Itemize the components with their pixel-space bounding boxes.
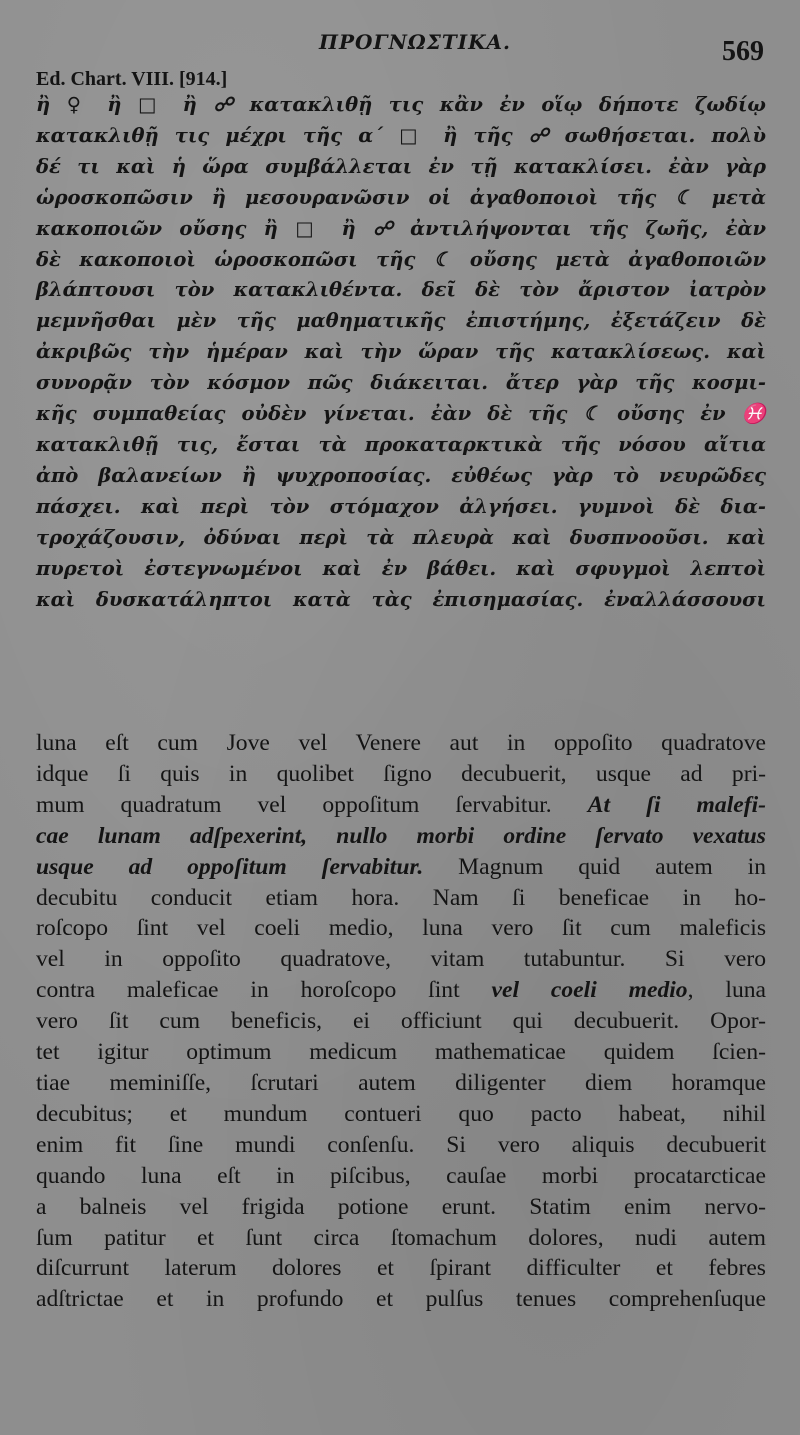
greek-text-block <box>36 90 766 615</box>
latin-text-run: mum quadratum vel oppoſitum ſervabitur. <box>36 791 588 818</box>
greek-text-line: ἀκριβῶς τὴν ἡμέραν καὶ τὴν ὥραν τῆς κατακλίσεως. καὶ <box>36 340 766 364</box>
latin-italic-run: At ſi malefi- <box>587 791 766 818</box>
latin-text-run: a balneis vel frigida potione erunt. Statim enim nervo- <box>36 1193 766 1220</box>
greek-text-line: κακοποιῶν οὔσης ἢ □ ἢ ☍ ἀντιλήψονται τῆς ζωῆς, ἐὰν <box>36 216 766 240</box>
latin-text-line <box>36 790 766 821</box>
greek-text-line: κατακλιθῇ τις μέχρι τῆς α΄ □ ἢ τῆς ☍ σωθήσεται. πολὺ <box>36 123 766 147</box>
latin-text-run: contra maleficae in horoſcopo ſint <box>36 977 492 1004</box>
latin-text-line <box>36 883 766 914</box>
latin-text-run: adſtrictae et in profundo et pulſus tenues comprehenſuque <box>36 1286 766 1313</box>
latin-text-run: luna eſt cum Jove vel Venere aut in oppoſito quadratove <box>36 730 766 756</box>
latin-text-run: ſum patitur et ſunt circa ſtomachum dolores, nudi autem <box>36 1224 766 1251</box>
latin-text-run: decubitu conducit etiam hora. Nam ſi beneficae in ho- <box>36 884 766 911</box>
latin-text-line <box>36 944 766 975</box>
greek-text-line: καὶ δυσκατάληπτοι κατὰ τὰς ἐπισημασίας. ἐναλλάσσουσι <box>36 587 766 611</box>
greek-text-line: δὲ κακοποιοὶ ὡροσκοπῶσι τῆς ☾ οὔσης μετὰ ἀγαθοποιῶν <box>36 247 766 271</box>
latin-text-line <box>36 1068 766 1099</box>
latin-text-run: Magnum quid autem in <box>423 853 767 880</box>
latin-text-line <box>36 852 766 883</box>
latin-text-run: decubitus; et mundum contueri quo pacto habeat, nihil <box>36 1100 766 1127</box>
latin-text-line <box>36 1253 766 1284</box>
greek-text-line: ὡροσκοπῶσιν ἢ μεσουρανῶσιν οἱ ἀγαθοποιοὶ τῆς ☾ μετὰ <box>36 185 766 209</box>
greek-text-line: δέ τι καὶ ἡ ὥρα συμβάλλεται ἐν τῇ κατακλίσει. ἐὰν γὰρ <box>36 154 766 178</box>
greek-text-line: πυρετοὶ ἐστεγνωμένοι καὶ ἐν βάθει. καὶ σφυγμοὶ λεπτοὶ <box>36 556 766 580</box>
latin-text-line <box>36 1006 766 1037</box>
latin-text-line <box>36 1099 766 1130</box>
latin-text-run: vel in oppoſito quadratove, vitam tutabuntur. Si vero <box>36 946 766 973</box>
latin-text-line <box>36 913 766 944</box>
latin-text-line <box>36 1284 766 1315</box>
latin-text-run: roſcopo ſint vel coeli medio, luna vero ſit cum maleficis <box>36 915 766 942</box>
greek-text-line: βλάπτουσι τὸν κατακλιθέντα. δεῖ δὲ τὸν ἄριστον ἰατρὸν <box>36 278 766 302</box>
latin-italic-run: cae lunam adſpexerint, nullo morbi ordine ſervato vexatus <box>36 822 766 849</box>
latin-text-run: enim fit ſine mundi conſenſu. Si vero aliquis decubuerit <box>36 1131 766 1158</box>
latin-text-line <box>36 975 766 1006</box>
latin-text-line <box>36 1223 766 1254</box>
greek-text-line: μεμνῆσθαι μὲν τῆς μαθηματικῆς ἐπιστήμης, ἐξετάζειν δὲ <box>36 309 766 333</box>
latin-text-line <box>36 1161 766 1192</box>
latin-text-run: vero ſit cum beneficis, ei officiunt qui decubuerit. Opor- <box>36 1008 766 1035</box>
latin-text-run: tet igitur optimum medicum mathematicae quidem ſcien- <box>36 1039 766 1066</box>
greek-text-line: κῆς συμπαθείας οὐδὲν γίνεται. ἐὰν δὲ τῆς ☾ οὔσης ἐν ♓ <box>36 402 766 426</box>
greek-text-line: συνορᾷν τὸν κόσμον πῶς διάκειται. ἄτερ γὰρ τῆς κοσμι- <box>36 371 766 395</box>
greek-text-line: τροχάζουσιν, ὀδύναι περὶ τὰ πλευρὰ καὶ δυσπνοοῦσι. καὶ <box>36 525 766 549</box>
greek-text-line: ἀπὸ βαλανείων ἢ ψυχροποσίας. εὐθέως γὰρ τὸ νευρῶδες <box>36 463 766 487</box>
latin-text-line <box>36 821 766 852</box>
latin-text-line <box>36 728 766 759</box>
latin-text-line <box>36 1192 766 1223</box>
latin-text-run: diſcurrunt laterum dolores et ſpirant difficulter et febres <box>36 1255 766 1282</box>
latin-text-line <box>36 1037 766 1068</box>
latin-text-run: quando luna eſt in piſcibus, cauſae morbi procatarcticae <box>36 1162 766 1189</box>
greek-text-line: πάσχει. καὶ περὶ τὸν στόμαχον ἀλγήσει. γυμνοὶ δὲ δια- <box>36 494 766 518</box>
latin-text-run: tiae meminiſſe, ſcrutari autem diligenter diem horamque <box>36 1069 766 1096</box>
page-number: 569 <box>722 36 764 67</box>
latin-text-block <box>36 728 766 1315</box>
latin-text-run: , luna <box>687 977 767 1004</box>
latin-italic-run: vel coeli medio <box>491 977 688 1004</box>
latin-text-line <box>36 759 766 790</box>
running-title: ΠΡΟΓΝΩΣΤΙΚΑ. <box>319 30 511 54</box>
edition-reference: Ed. Chart. VIII. [914.] <box>36 68 228 90</box>
latin-text-line <box>36 1130 766 1161</box>
latin-italic-run: usque ad oppoſitum ſervabitur. <box>36 853 424 880</box>
greek-text-line: ἢ ♀ ἢ □ ἢ ☍ κατακλιθῇ τις κἂν ἐν οἵῳ δήποτε ζωδίῳ <box>36 93 766 116</box>
greek-text-line: κατακλιθῇ τις, ἔσται τὰ προκαταρκτικὰ τῆς νόσου αἴτια <box>36 432 766 456</box>
latin-text-run: idque ſi quis in quolibet ſigno decubuerit, usque ad pri- <box>36 760 766 787</box>
